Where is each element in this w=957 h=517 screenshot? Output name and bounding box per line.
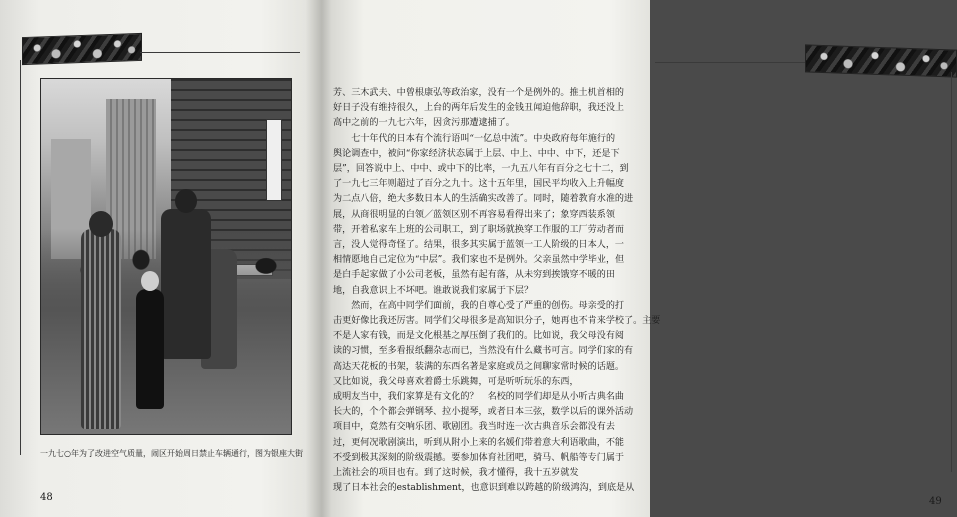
text-line: 过，更何况歌剧演出，听到从附小上来的名媛们带着意大利语歌曲，不能 <box>333 437 625 448</box>
text-line: 长大的，个个都会弹钢琴、拉小提琴，或者日本三弦，数学以后的课外活动 <box>333 407 634 418</box>
text-line: 高达天花板的书架，装满的东西名著是家庭或员之间聊家常时候的话题。 <box>333 361 625 372</box>
header-ornament <box>22 33 142 65</box>
pedestrian-head <box>89 211 113 237</box>
child <box>136 289 164 409</box>
text-line: 舆论调查中，被问“你家经济状态属于上层、中上、中中、中下，还是下 <box>333 148 620 159</box>
text-line: 芳、三木武夫、中曾根康弘等政治家，没有一个是例外的。推土机首相的 <box>333 88 625 98</box>
text-line: 上流社会的项目也有。到了这时候，我才懂得，我十五岁就发 <box>333 468 579 479</box>
pedestrian <box>81 229 121 429</box>
text-line: 七十年代的日本有个流行语叫“一亿总中流”。中央政府每年施行的 <box>333 133 616 144</box>
text-line: 不受到极其深刻的阶级震撼。要参加体育社团吧，骑马、帆船等专门属于 <box>333 452 625 463</box>
pedestrian <box>161 209 211 359</box>
text-line: 层”，回答说中上、中中、或中下的比率，一九五八年有百分之七十二，到 <box>333 164 629 175</box>
text-line: 不是人家有钱，而是文化根基之厚压倒了我们的。比如说，我父母没有阅 <box>333 331 625 342</box>
text-line: 项目中，竟然有交响乐团、歌剧团。我当时连一次古典音乐会都没有去 <box>333 422 615 433</box>
text-line: 现了日本社会的establishment，也意识到难以跨越的阶级鸿沟，到底是从 <box>333 483 635 494</box>
header-rule <box>140 52 300 53</box>
text-line: 地，自我意识上不坏吧。谁敢说我们家属于下层？ <box>333 285 534 296</box>
side-rule <box>20 60 21 455</box>
page-number: 49 <box>929 496 942 507</box>
left-page <box>0 0 318 517</box>
photo-caption: 一九七○年为了改进空气质量，闹区开始周日禁止车辆通行，图为银座大街 <box>40 449 303 458</box>
text-line: 好日子没有维持很久，上台的两年后发生的金钱丑闻迫他辞职，我还没上 <box>333 103 625 114</box>
text-line: 言，没人觉得奇怪了。结果，很多其实属于蓝领一工人阶级的日本人，一 <box>333 240 625 251</box>
text-line: 带，开着私家车上班的公司职工，到了职场就换穿工作服的工厂劳动者而 <box>333 224 625 235</box>
side-rule <box>951 72 952 472</box>
child-head <box>141 271 159 291</box>
header-rule <box>655 62 805 63</box>
street-photo <box>40 78 292 435</box>
text-line: 展，从商很明显的白领／蓝领区别不再容易看得出来了；象穿西装系领 <box>333 209 615 220</box>
page-number: 48 <box>40 492 53 503</box>
text-line: 击更好像比我还厉害。同学们父母很多是高知识分子，她再也不肯来学校了。主要 <box>333 316 661 327</box>
pedestrian-head <box>175 189 197 213</box>
text-line: 然而，在高中同学们面前，我的自尊心受了严重的创伤。母亲受的打 <box>333 300 625 311</box>
text-line: 读的习惯，至多看报纸翻杂志而已，当然没有什么藏书可言。同学们家的有 <box>333 346 634 357</box>
body-text <box>333 86 661 496</box>
text-line: 高中之前的一九七六年，因贪污那遭逮捕了。 <box>333 118 515 129</box>
text-line: 是白手起家做了小公司老板，虽然有起有落，从未穷到挨饿穿不暖的田 <box>333 270 615 281</box>
text-line: 相情愿地自己定位为“中层”。我们家也不是例外。父亲虽然中学毕业，但 <box>333 255 625 266</box>
text-line: 又比如说，我父母喜欢着爵士乐跳舞，可是听听玩乐的东西， <box>333 376 579 387</box>
header-ornament <box>805 44 957 77</box>
text-line: 为二点八倍，绝大多数日本人的生活确实改善了。同时，随着教育水准的进 <box>333 194 634 205</box>
text-line: 成明友当中，我们家算是有文化的？ 名校的同学们却是从小听古典名曲 <box>333 392 625 403</box>
text-line: 了一九七三年则超过了百分之九十。这十五年里，国民平均收入上升幅度 <box>333 179 625 190</box>
shop-sign <box>266 119 282 201</box>
